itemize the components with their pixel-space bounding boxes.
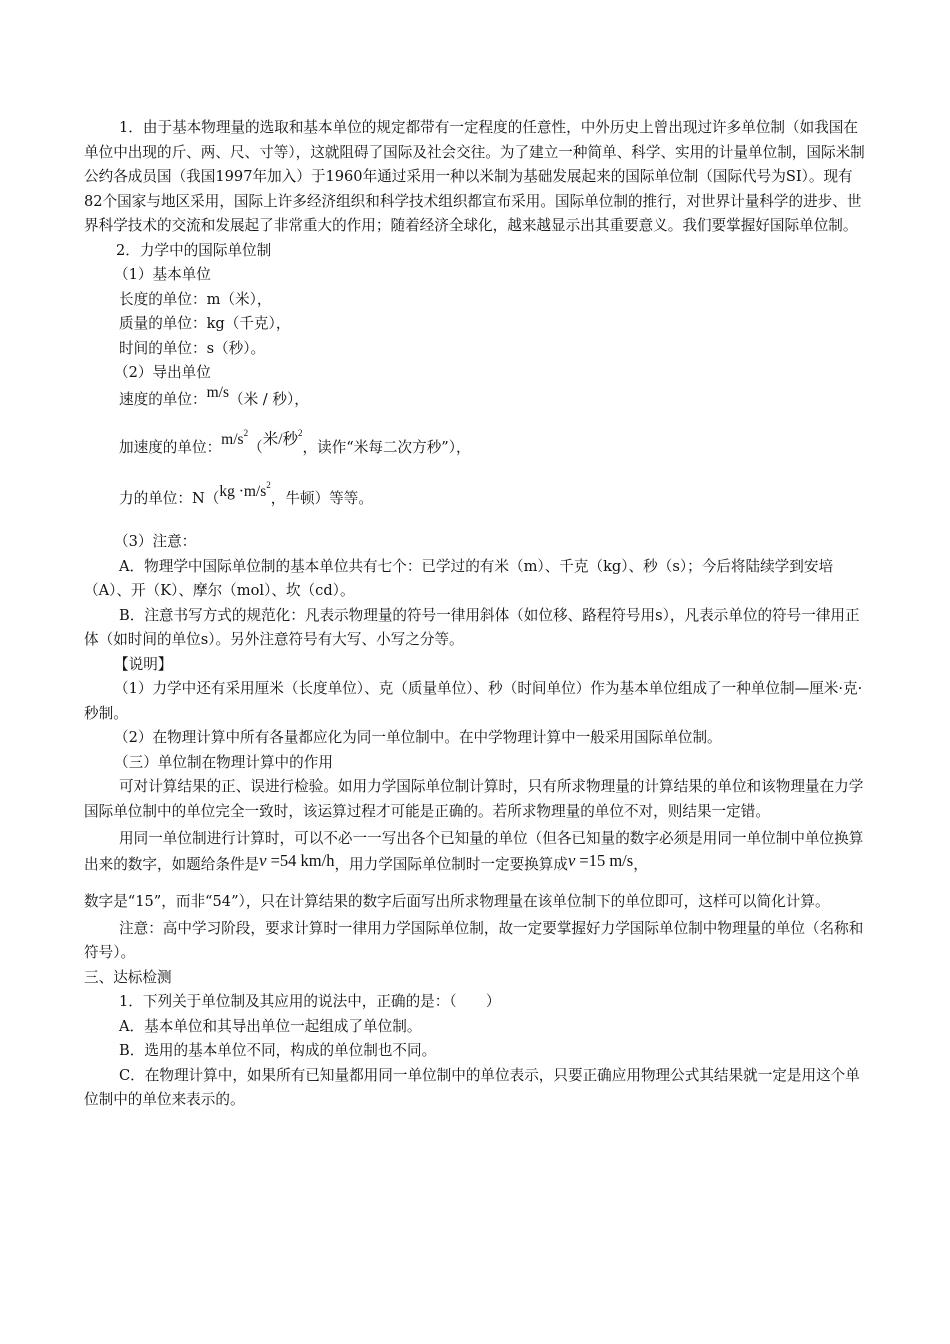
accel-formula-cn: 米/秒$^2$ bbox=[262, 428, 303, 448]
velocity-label: 速度的单位： bbox=[119, 390, 207, 408]
paragraph-high-school-note: 注意：高中学习阶段，要求计算时一律用力学国际单位制，故一定要掌握好力学国际单位制中物理量的单位（名称和符号）。 bbox=[84, 919, 864, 961]
force-formula: kg $\cdot m/s^2$ bbox=[219, 479, 271, 500]
line-time-unit: 时间的单位：s（秒）。 bbox=[119, 339, 266, 357]
line-velocity-unit bbox=[84, 383, 868, 413]
accel-desc: ，读作“米每二次方秒”）， bbox=[302, 439, 471, 456]
note-seven-base-units: A．物理学中国际单位制的基本单位共有七个：已学过的有米（m）、千克（kg）、秒（s）；今后将陆续学到安培（A）、开（K）、摩尔（mol）、坎（cd）。 bbox=[84, 557, 834, 599]
force-label: 力的单位：N（ bbox=[119, 489, 220, 507]
line-force-unit bbox=[84, 479, 868, 512]
note-symbol-style: B．注意书写方式的规范化：凡表示物理量的符号一律用斜体（如位移、路程符号用s），凡表示单位的符号一律用正体（如时间的单位s）。另外注意符号有大写、小写之分等。 bbox=[84, 606, 860, 648]
accel-formula: $m/s^2$ bbox=[221, 428, 249, 448]
explanation-same-system: （2）在物理计算中所有各量都应化为同一单位制中。在中学物理计算中一般采用国际单位制。 bbox=[114, 729, 722, 746]
explanation-cgs: （1）力学中还有采用厘米（长度单位）、克（质量单位）、秒（时间单位）作为基本单位组成了一种单位制—厘米·克·秒制。 bbox=[84, 680, 863, 722]
paragraph-same-system-calc: 用同一单位制进行计算时，可以不必一一写出各个已知量的单位（但各已知量的数字必须是用同一单位制中单位换算出来的数字，如题给条件是v =54 km/h，用力学国际单位制时一定要换算成v =15 m/s， bbox=[84, 830, 864, 873]
paragraph-simplify: 数字是“15”，而非“54”），只在计算结果的数字后面写出所求物理量在该单位制下的单位即可，这样可以简化计算。 bbox=[84, 893, 830, 910]
velocity-desc: （米 / 秒）， bbox=[228, 390, 309, 408]
velocity-formula: m/s bbox=[206, 383, 229, 401]
option-a: A．基本单位和其导出单位一起组成了单位制。 bbox=[119, 1017, 422, 1035]
force-desc: ，牛顿）等等。 bbox=[270, 489, 373, 507]
option-b: B．选用的基本单位不同，构成的单位制也不同。 bbox=[119, 1042, 437, 1059]
line-length-unit: 长度的单位：m（米）， bbox=[119, 290, 272, 308]
heading-explanation: 【说明】 bbox=[114, 655, 173, 673]
paragraph-si-history: 1．由于基本物理量的选取和基本单位的规定都带有一定程度的任意性，中外历史上曾出现过许多单位制（如我国在单位中出现的斤、两、尺、寸等），这就阻碍了国际及社会交往。为了建立一种简单、科学、实用的计量单位制，国际米制公约各成员国（我国1997年加入）于1960年通过采用一种以米制为基础发展起来的国际单位制（国际代号为SI）。现有82个国家与地区采用，国际上许多经济组织和科学技术组织都宣布采用。国际单位制的推行，对世界计量科学的进步、世界科学技术的交流和发展起了非常重大的作用；随着经济全球化，越来越显示出其重要意义。我们要掌握好国际单位制。 bbox=[84, 119, 865, 234]
option-c: C．在物理计算中，如果所有已知量都用同一单位制中的单位表示，只要正确应用物理公式其结果就一定是用这个单位制中的单位来表示的。 bbox=[84, 1066, 860, 1108]
heading-section-3: 三、达标检测 bbox=[84, 968, 172, 986]
heading-notes: （3）注意： bbox=[114, 533, 197, 550]
converted-formula: v =15 m/s bbox=[567, 850, 634, 870]
accel-label: 加速度的单位： bbox=[119, 439, 222, 456]
line-acceleration-unit bbox=[84, 428, 868, 461]
paragraph-result-check: 可对计算结果的正、误进行检验。如用力学国际单位制计算时，只有所求物理量的计算结果的单位和该物理量在力学国际单位制中的单位完全一致时，该运算过程才可能是正确的。若所求物理量的单位不对，则结果一定错。 bbox=[84, 778, 864, 820]
condition-formula: v =54 km/h bbox=[259, 850, 335, 870]
heading-basic-units: （1）基本单位 bbox=[114, 266, 211, 283]
heading-unit-role: （三）单位制在物理计算中的作用 bbox=[114, 753, 333, 771]
heading-derived-units: （2）导出单位 bbox=[114, 364, 211, 381]
document-page bbox=[84, 0, 868, 1344]
line-mass-unit: 质量的单位：kg（千克）， bbox=[119, 315, 291, 332]
heading-mechanics-si: 2．力学中的国际单位制 bbox=[116, 241, 272, 259]
accel-paren: （ bbox=[248, 439, 263, 456]
question-1: 1．下列关于单位制及其应用的说法中，正确的是：（ ） bbox=[119, 993, 501, 1010]
